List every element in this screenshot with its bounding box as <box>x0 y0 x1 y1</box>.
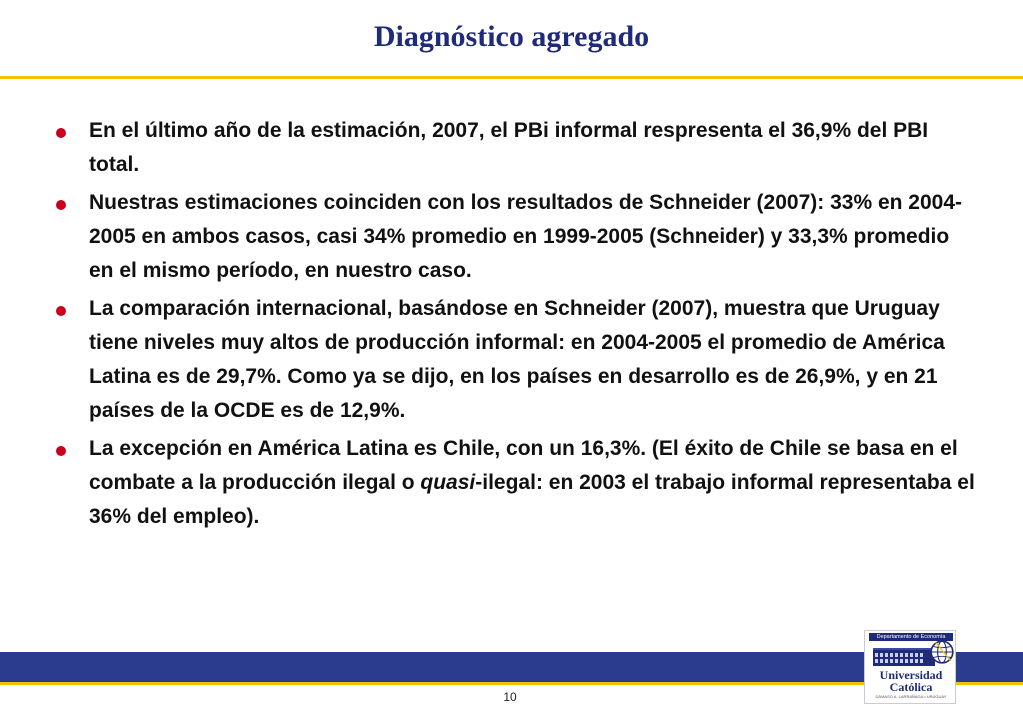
bullet-item <box>56 432 976 534</box>
slide-title: Diagnóstico agregado <box>373 20 650 53</box>
bullet-text: Nuestras estimaciones coinciden con los resultados de Schneider (2007): 33% en 2004-2005 en ambos casos, casi 34% promedio en 1999-2005 (Schneider) y 33,3% promedio en el mismo período, en nuestro caso. <box>89 191 962 282</box>
bullet-text-start: La excepción en América Latina es Chile, con un 16,3%. (El éxito de Chile se basa en el combate a la producción ilegal o <box>89 437 958 494</box>
bullet-text: La comparación internacional, basándose en Schneider (2007), muestra que Uruguay tiene niveles muy altos de producción informal: en 2004-2005 el promedio de América Latina es de 29,7%. Como ya se dijo, en los países en desarrollo es de 26,9%, y en 21 países de la OCDE es de 12,9%. <box>89 297 945 422</box>
bullet-dot-icon <box>56 306 66 316</box>
logo-name-line1: Universidad <box>879 668 943 682</box>
globe-icon <box>929 639 955 665</box>
bullet-dot-icon <box>56 128 66 138</box>
bullet-item <box>56 114 976 182</box>
bullet-list <box>56 114 976 538</box>
logo-department-label: Departamento de Economía <box>869 633 953 641</box>
logo-name-line2: Católica <box>889 680 933 694</box>
bullet-text-end: -ilegal: en 2003 el trabajo informal representaba el 36% del empleo). <box>89 471 975 528</box>
bullet-text: En el último año de la estimación, 2007, el PBi informal respresenta el 36,9% del PBI total. <box>89 119 929 176</box>
university-logo <box>864 630 956 704</box>
bullet-item <box>56 292 976 428</box>
title-divider <box>0 76 1023 79</box>
bullet-text-italic: quasi <box>420 471 476 494</box>
bullet-item <box>56 186 976 288</box>
logo-subtitle: DÁMASO A. LARRAÑAGA • URUGUAY <box>875 694 947 699</box>
bullet-dot-icon <box>56 200 66 210</box>
bullet-dot-icon <box>56 446 66 456</box>
building-icon <box>873 644 935 666</box>
page-number: 10 <box>503 690 517 704</box>
